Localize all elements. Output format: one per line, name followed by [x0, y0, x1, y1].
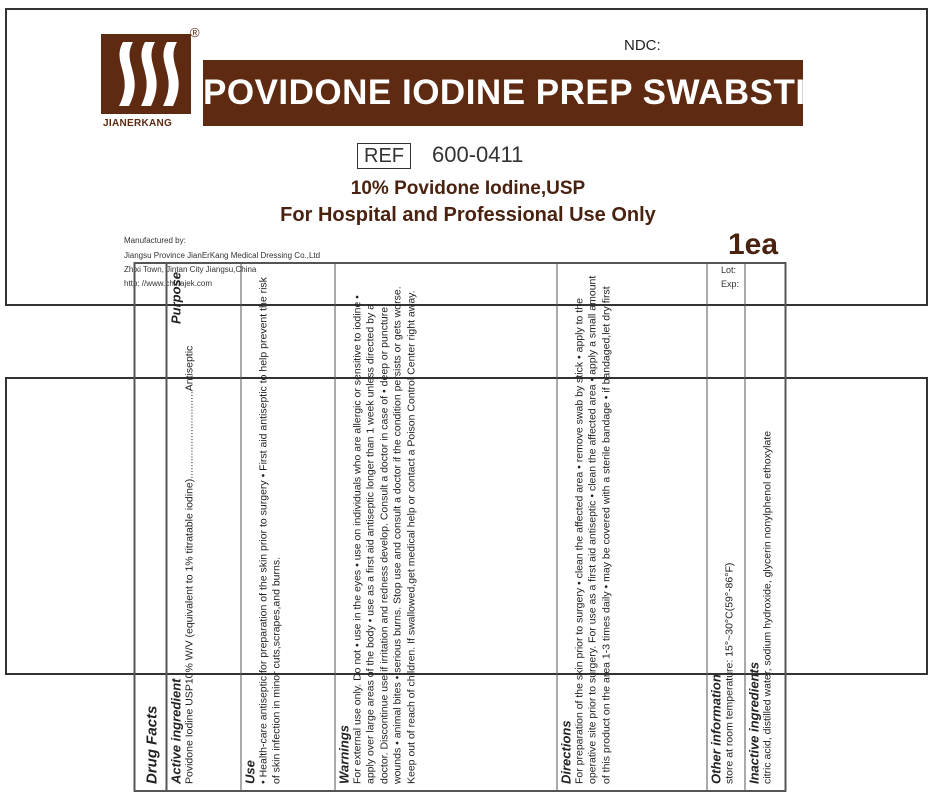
- ref-label: REF: [357, 143, 411, 169]
- quantity: 1ea: [728, 228, 779, 261]
- warnings-heading: Warnings: [336, 725, 352, 784]
- exp-label: Exp:: [721, 279, 740, 289]
- active-ingredient-heading: Active ingredient: [168, 678, 184, 784]
- other-information-text: store at room temperature: 15°~30°C(59°-86°F): [723, 562, 735, 784]
- ref-number: 600-0411: [432, 142, 524, 167]
- strength-text: 10% Povidone Iodine,USP: [350, 178, 586, 199]
- inactive-ingredients-text: citric acid, distilled water, sodium hydroxide, glycerin nonylphenol ethoxylate: [761, 430, 773, 784]
- lot-label: Lot:: [721, 265, 737, 275]
- inactive-ingredients-heading: Inactive ingredients: [746, 661, 762, 784]
- drug-facts-title: Drug Facts: [143, 705, 161, 784]
- manufacturer-line: http: //www.chinajek.com: [124, 279, 213, 288]
- manufacturer-line: Jiangsu Province JianErKang Medical Dressing Co.,Ltd: [124, 251, 321, 260]
- other-information-heading: Other information: [708, 674, 724, 784]
- use-heading: Use: [242, 760, 258, 784]
- manufacturer-line: Manufactured by:: [124, 236, 186, 245]
- product-title: POVIDONE IODINE PREP SWABSTICK: [203, 60, 803, 126]
- use-statement: For Hospital and Professional Use Only: [280, 204, 656, 226]
- purpose-heading: Purpose: [168, 272, 184, 325]
- jianerkang-logo-icon: [101, 34, 191, 114]
- directions-text: For preparation of the skin prior to surgery • clean the affected area • remove swab by stick • apply to the operative site prior to surgery. For use as a first aid antiseptic • clean the affected area • apply a small amount of this product on the area 1-3 times daily • may be covered with a sterile bandage • if bandaged,let dry first: [573, 275, 612, 784]
- registered-mark: ®: [190, 25, 200, 40]
- ndc-label: NDC:: [624, 37, 661, 54]
- directions-heading: Directions: [558, 720, 574, 784]
- warnings-text: For external use only. Do not • use in the eyes • use on individuals who are allergic or sensitive to iodine • apply over large areas of the body • use as a first aid antiseptic longer than 1 week unless directed by a doctor. Discontinue use if irritation and redness develop. Consult a doctor in case of • deep or puncture wounds • animal bites • serious burns. Stop use and consult a doctor if the condition persists or gets worse. Keep out of reach of children. If swallowed,get medical help or contact a Poison Control Center right away.: [351, 286, 417, 784]
- active-ingredient-text: Povidone Iodine USP10% W/V (equivalent to 1% titratable iodine)..............................Antiseptic: [183, 345, 195, 784]
- manufacturer-line: Zhixi Town, Jintan City Jiangsu,China: [124, 265, 257, 274]
- brand-name: JIANERKANG: [103, 118, 173, 129]
- use-text: • Health-care antiseptic for preparation of the skin prior to surgery • First aid antiseptic to help prevent the risk of skin infection in minor cuts,scrapes,and burns.: [257, 277, 283, 784]
- drug-facts-table: [134, 262, 787, 792]
